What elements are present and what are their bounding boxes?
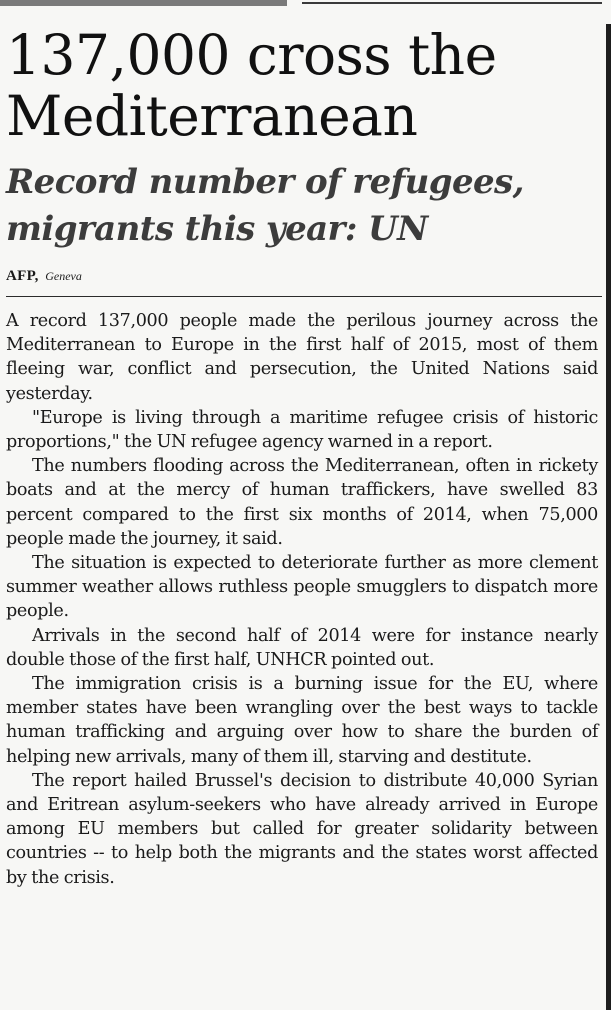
body-paragraph: Arrivals in the second half of 2014 were for instance nearly double those of the first half, UNHCR pointed out. [6, 625, 598, 670]
article-body [6, 309, 598, 890]
headline: 137,000 cross the Mediterranean [6, 23, 497, 148]
body-paragraph: "Europe is living through a maritime refugee crisis of historic proportions," the UN refugee agency warned in a report. [6, 407, 598, 453]
body-paragraph: The immigration crisis is a burning issue for the EU, where member states have been wrangling over the best ways to tackle human trafficking and arguing over how to share the burden of helping new arrivals, many of them ill, starving and destitute. [6, 674, 598, 767]
byline-agency: AFP, [6, 268, 39, 284]
body-paragraph: A record 137,000 people made the perilous journey across the Mediterranean to Europe in the first half of 2015, most of them fleeing war, conflict and persecution, the United Nations said yesterday. [6, 311, 598, 404]
byline-divider [6, 296, 602, 297]
column-edge-bar [606, 24, 611, 1010]
subheadline: Record number of refugees, migrants this year: UN [6, 162, 524, 249]
body-paragraph: The situation is expected to deteriorate further as more clement summer weather allows ruthless people smugglers to dispatch more people. [6, 553, 598, 622]
top-rule-left [0, 0, 287, 6]
byline-location: Geneva [45, 269, 82, 283]
byline [6, 267, 598, 286]
top-rule-right [302, 2, 602, 4]
body-paragraph: The report hailed Brussel's decision to distribute 40,000 Syrian and Eritrean asylum-seekers who have already arrived in Europe among EU members but called for greater solidarity between countries -- to help both the migrants and the states worst affected by the crisis. [6, 770, 598, 888]
article [6, 25, 598, 890]
body-paragraph: The numbers flooding across the Mediterranean, often in rickety boats and at the mercy of human traffickers, have swelled 83 percent compared to the first six months of 2014, when 75,000 people made the journey, it said. [6, 456, 598, 549]
